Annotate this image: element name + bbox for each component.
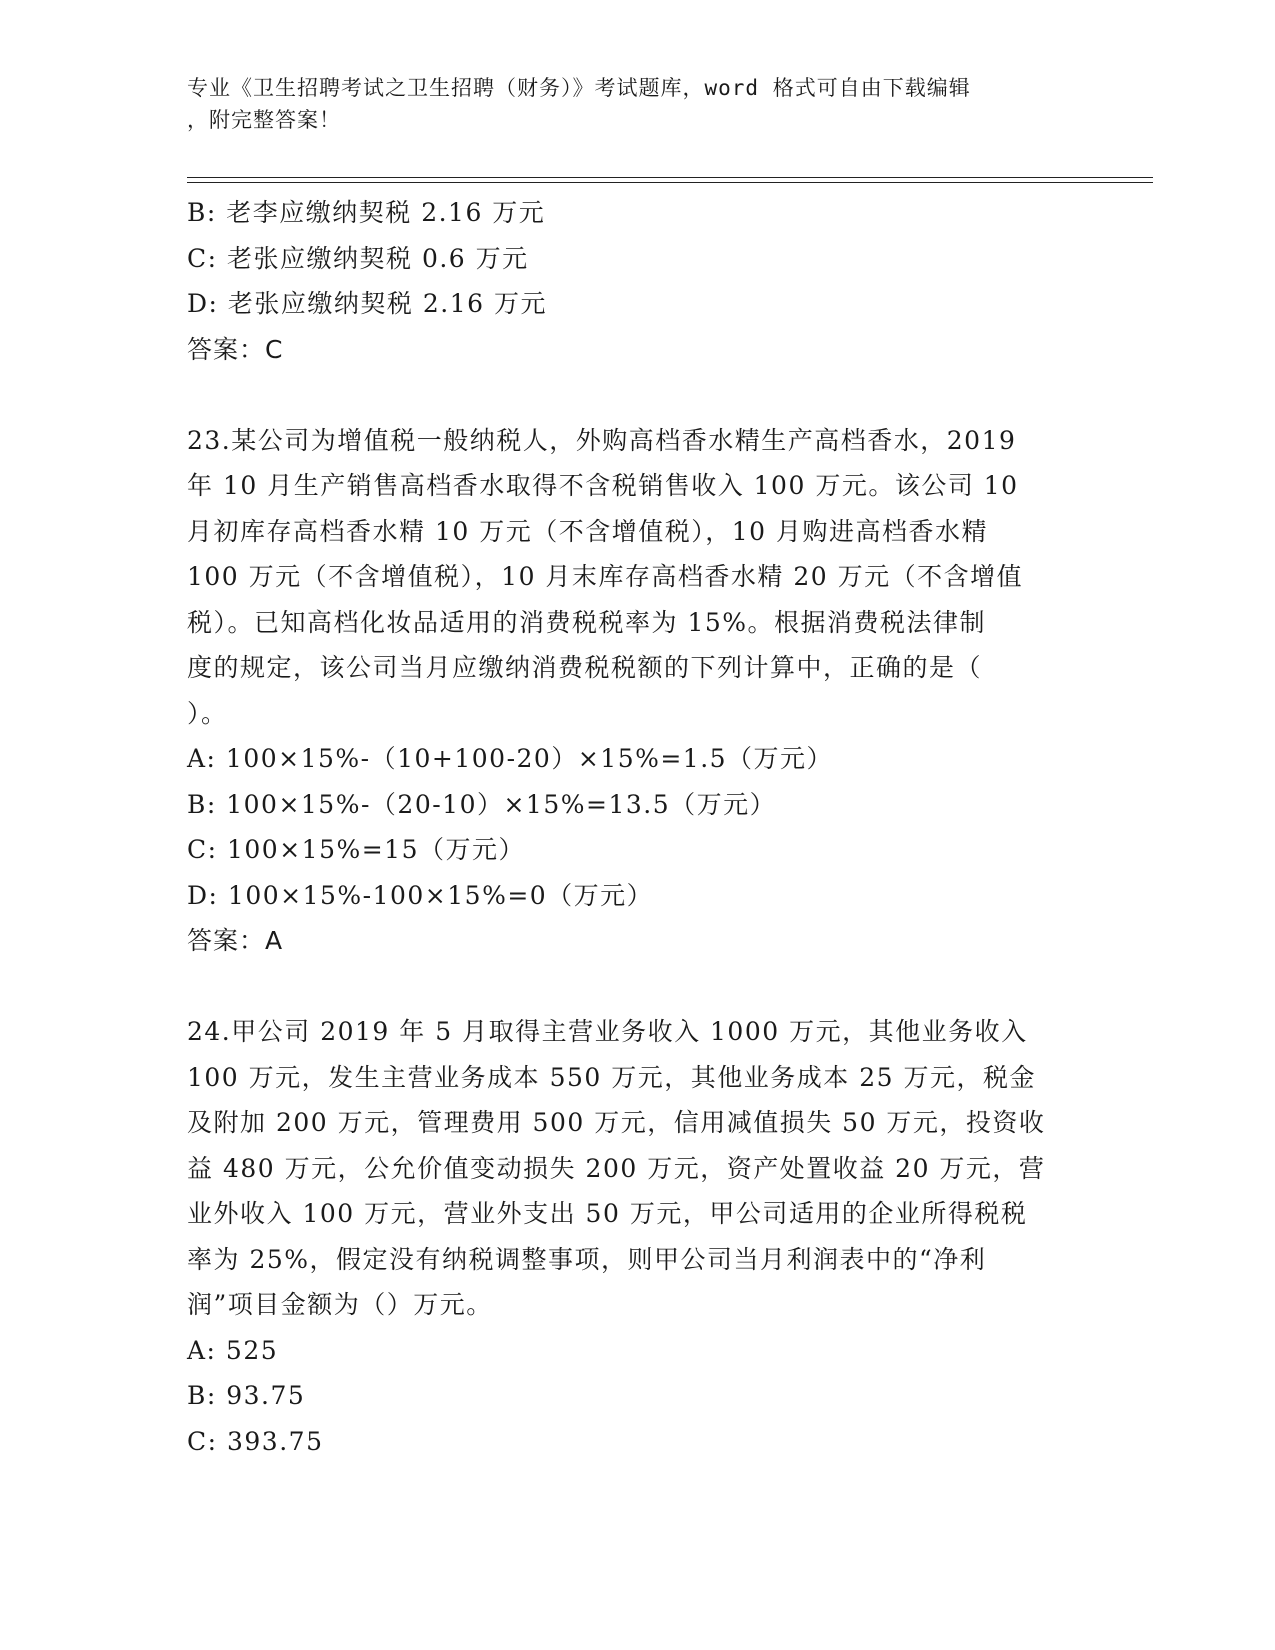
option-b: B: 100×15%-（20-10）×15%=13.5（万元）	[187, 789, 777, 819]
spacer	[187, 372, 1087, 418]
stem-line: 润”项目金额为（）万元。	[187, 1290, 493, 1319]
stem-line: 月初库存高档香水精 10 万元（不含增值税），10 月购进高档香水精	[187, 516, 988, 546]
stem-line: 益 480 万元，公允价值变动损失 200 万元，资产处置收益 20 万元，营	[187, 1153, 1046, 1183]
question-24	[187, 1009, 1087, 1464]
option-c: C: 393.75	[187, 1426, 324, 1456]
document-body	[187, 190, 1087, 1464]
stem-line: 及附加 200 万元，管理费用 500 万元，信用减值损失 50 万元，投资收	[187, 1108, 1046, 1137]
page-header	[187, 72, 1067, 136]
stem-line: 税）。已知高档化妆品适用的消费税税率为 15%。根据消费税法律制	[187, 607, 987, 637]
stem-line: 率为 25%，假定没有纳税调整事项，则甲公司当月利润表中的“净利	[187, 1244, 987, 1274]
option-c: C: 老张应缴纳契税 0.6 万元	[187, 243, 529, 273]
question-23	[187, 418, 1087, 964]
option-c: C: 100×15%=15（万元）	[187, 835, 525, 864]
option-b: B: 老李应缴纳契税 2.16 万元	[187, 198, 546, 227]
option-a: A: 100×15%-（10+100-20）×15%=1.5（万元）	[187, 744, 834, 773]
option-d: D: 100×15%-100×15%=0（万元）	[187, 880, 654, 910]
header-line-2: ，附完整答案！	[187, 108, 341, 132]
spacer	[187, 964, 1087, 1010]
answer-line: 答案：A	[187, 926, 284, 955]
stem-line: 年 10 月生产销售高档香水取得不含税销售收入 100 万元。该公司 10	[187, 471, 1019, 500]
header-rule-top	[187, 177, 1153, 178]
stem-line: 23.某公司为增值税一般纳税人，外购高档香水精生产高档香水，2019	[187, 425, 1017, 455]
stem-line: 100 万元，发生主营业务成本 550 万元，其他业务成本 25 万元，税金	[187, 1062, 1036, 1092]
option-b: B: 93.75	[187, 1381, 306, 1410]
previous-question	[187, 190, 1087, 372]
stem-line: 24.甲公司 2019 年 5 月取得主营业务收入 1000 万元，其他业务收入	[187, 1017, 1028, 1046]
stem-line: 度的规定，该公司当月应缴纳消费税税额的下列计算中，正确的是（	[187, 653, 983, 682]
option-a: A: 525	[187, 1335, 279, 1365]
answer-line: 答案：C	[187, 334, 284, 364]
option-d: D: 老张应缴纳契税 2.16 万元	[187, 289, 547, 318]
stem-line: 100 万元（不含增值税），10 月末库存高档香水精 20 万元（不含增值	[187, 562, 1024, 591]
header-rule-bottom	[187, 182, 1153, 183]
stem-line: 业外收入 100 万元，营业外支出 50 万元，甲公司适用的企业所得税税	[187, 1199, 1028, 1228]
header-line-1: 专业《卫生招聘考试之卫生招聘（财务）》考试题库，word 格式可自由下载编辑	[187, 76, 971, 100]
stem-line: ）。	[187, 698, 228, 728]
